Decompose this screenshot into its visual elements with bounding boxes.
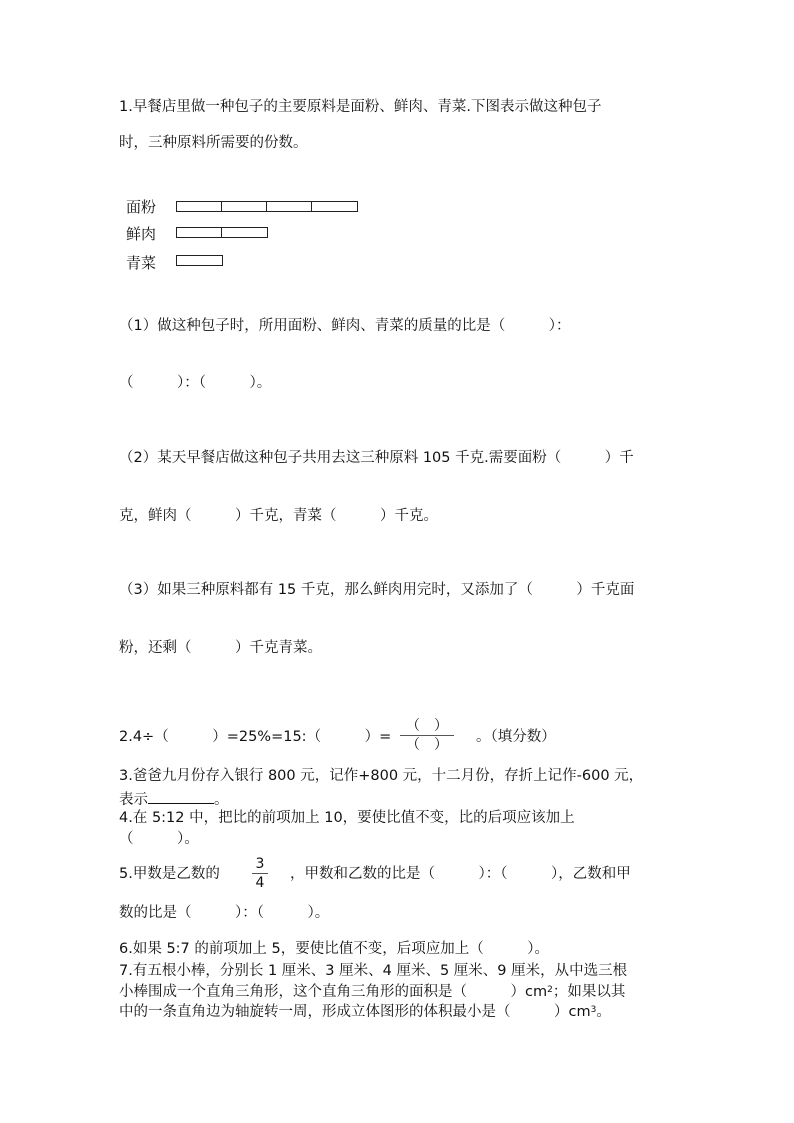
bar-segment	[266, 201, 311, 212]
bar-meat	[176, 227, 268, 238]
q4-line1: 4.在 5:12 中，把比的前项加上 10，要使比值不变，比的后项应该加上	[119, 810, 575, 826]
fraction-bar	[252, 873, 268, 874]
q7-line3-a: 中的一条直角边为轴旋转一周，形成立体图形的体积最小是（ ）cm	[119, 1004, 591, 1020]
q1-line2: 时，三种原料所需要的份数。	[119, 135, 308, 151]
bar-label-meat: 鲜肉	[126, 225, 157, 243]
q7-line3-b: 。	[596, 1004, 611, 1020]
bar-segment	[221, 201, 266, 212]
q2-frac-denominator: （ ）	[406, 737, 448, 753]
bar-label-flour: 面粉	[126, 198, 157, 216]
q5-line2: 数的比是（ ）：（ ）。	[119, 905, 330, 921]
answer-blank	[148, 789, 214, 804]
q3-line1: 3.爸爸九月份存入银行 800 元，记作+800 元，十二月份，存折上记作-600 元，	[119, 768, 644, 784]
q1-sub2-line1: （2）某天早餐店做这种包子共用去这三种原料 105 千克.需要面粉（ ）千	[119, 450, 634, 466]
q2-fraction	[400, 718, 454, 753]
q4-line2: （ ）。	[119, 831, 199, 847]
bar-label-veg: 青菜	[126, 254, 157, 272]
q5-text-a: 5.甲数是乙数的	[119, 866, 220, 882]
q5-fraction	[252, 856, 268, 891]
bar-segment	[176, 255, 223, 266]
q1-sub1-line1: （1）做这种包子时，所用面粉、鲜肉、青菜的质量的比是（ ）：	[119, 318, 571, 334]
bar-segment	[221, 227, 268, 238]
q1-line1: 1.早餐店里做一种包子的主要原料是面粉、鲜肉、青菜.下图表示做这种包子	[119, 99, 602, 115]
q1-sub3-line1: （3）如果三种原料都有 15 千克，那么鲜肉用完时，又添加了（ ）千克面	[119, 582, 635, 598]
q3-prefix: 表示	[119, 792, 148, 808]
q5-text-b: ，甲数和乙数的比是（ ）：（ ），乙数和甲	[290, 866, 631, 882]
q7-line2-a: 小棒围成一个直角三角形，这个直角三角形的面积是（ ）cm	[119, 984, 548, 1000]
q1-sub2-line2: 克，鲜肉（ ）千克，青菜（ ）千克。	[119, 508, 438, 524]
q7-line1: 7.有五根小棒，分别长 1 厘米、3 厘米、4 厘米、5 厘米、9 厘米，从中选三根	[119, 963, 628, 979]
q2-frac-numerator: （ ）	[406, 718, 448, 734]
bar-segment	[311, 201, 358, 212]
bar-segment	[176, 227, 221, 238]
bar-segment	[176, 201, 221, 212]
q7-line2	[119, 983, 625, 1001]
q2-text-b: 。（填分数）	[476, 729, 556, 745]
q7-line2-b: ；如果以其	[552, 984, 626, 1000]
bar-flour	[176, 201, 358, 212]
fraction-bar	[400, 735, 454, 736]
q3-line2	[119, 789, 229, 809]
q6-line1: 6.如果 5:7 的前项加上 5，要使比值不变，后项应加上（ ）。	[119, 941, 549, 957]
q5-frac-numerator: 3	[255, 856, 265, 872]
q7-sup-2: 2	[547, 985, 553, 995]
q7-line3	[119, 1003, 611, 1021]
q1-sub3-line2: 粉，还剩（ ）千克青菜。	[119, 640, 322, 656]
q7-sup-3: 3	[590, 1005, 597, 1015]
q1-sub1-line2: （ ）：（ ）。	[119, 375, 272, 391]
q3-suffix: 。	[214, 792, 229, 808]
q5-frac-denominator: 4	[255, 875, 265, 891]
bar-veg	[176, 255, 223, 266]
q2-text-a: 2.4÷（ ）=25%=15:（ ）=	[119, 729, 392, 745]
